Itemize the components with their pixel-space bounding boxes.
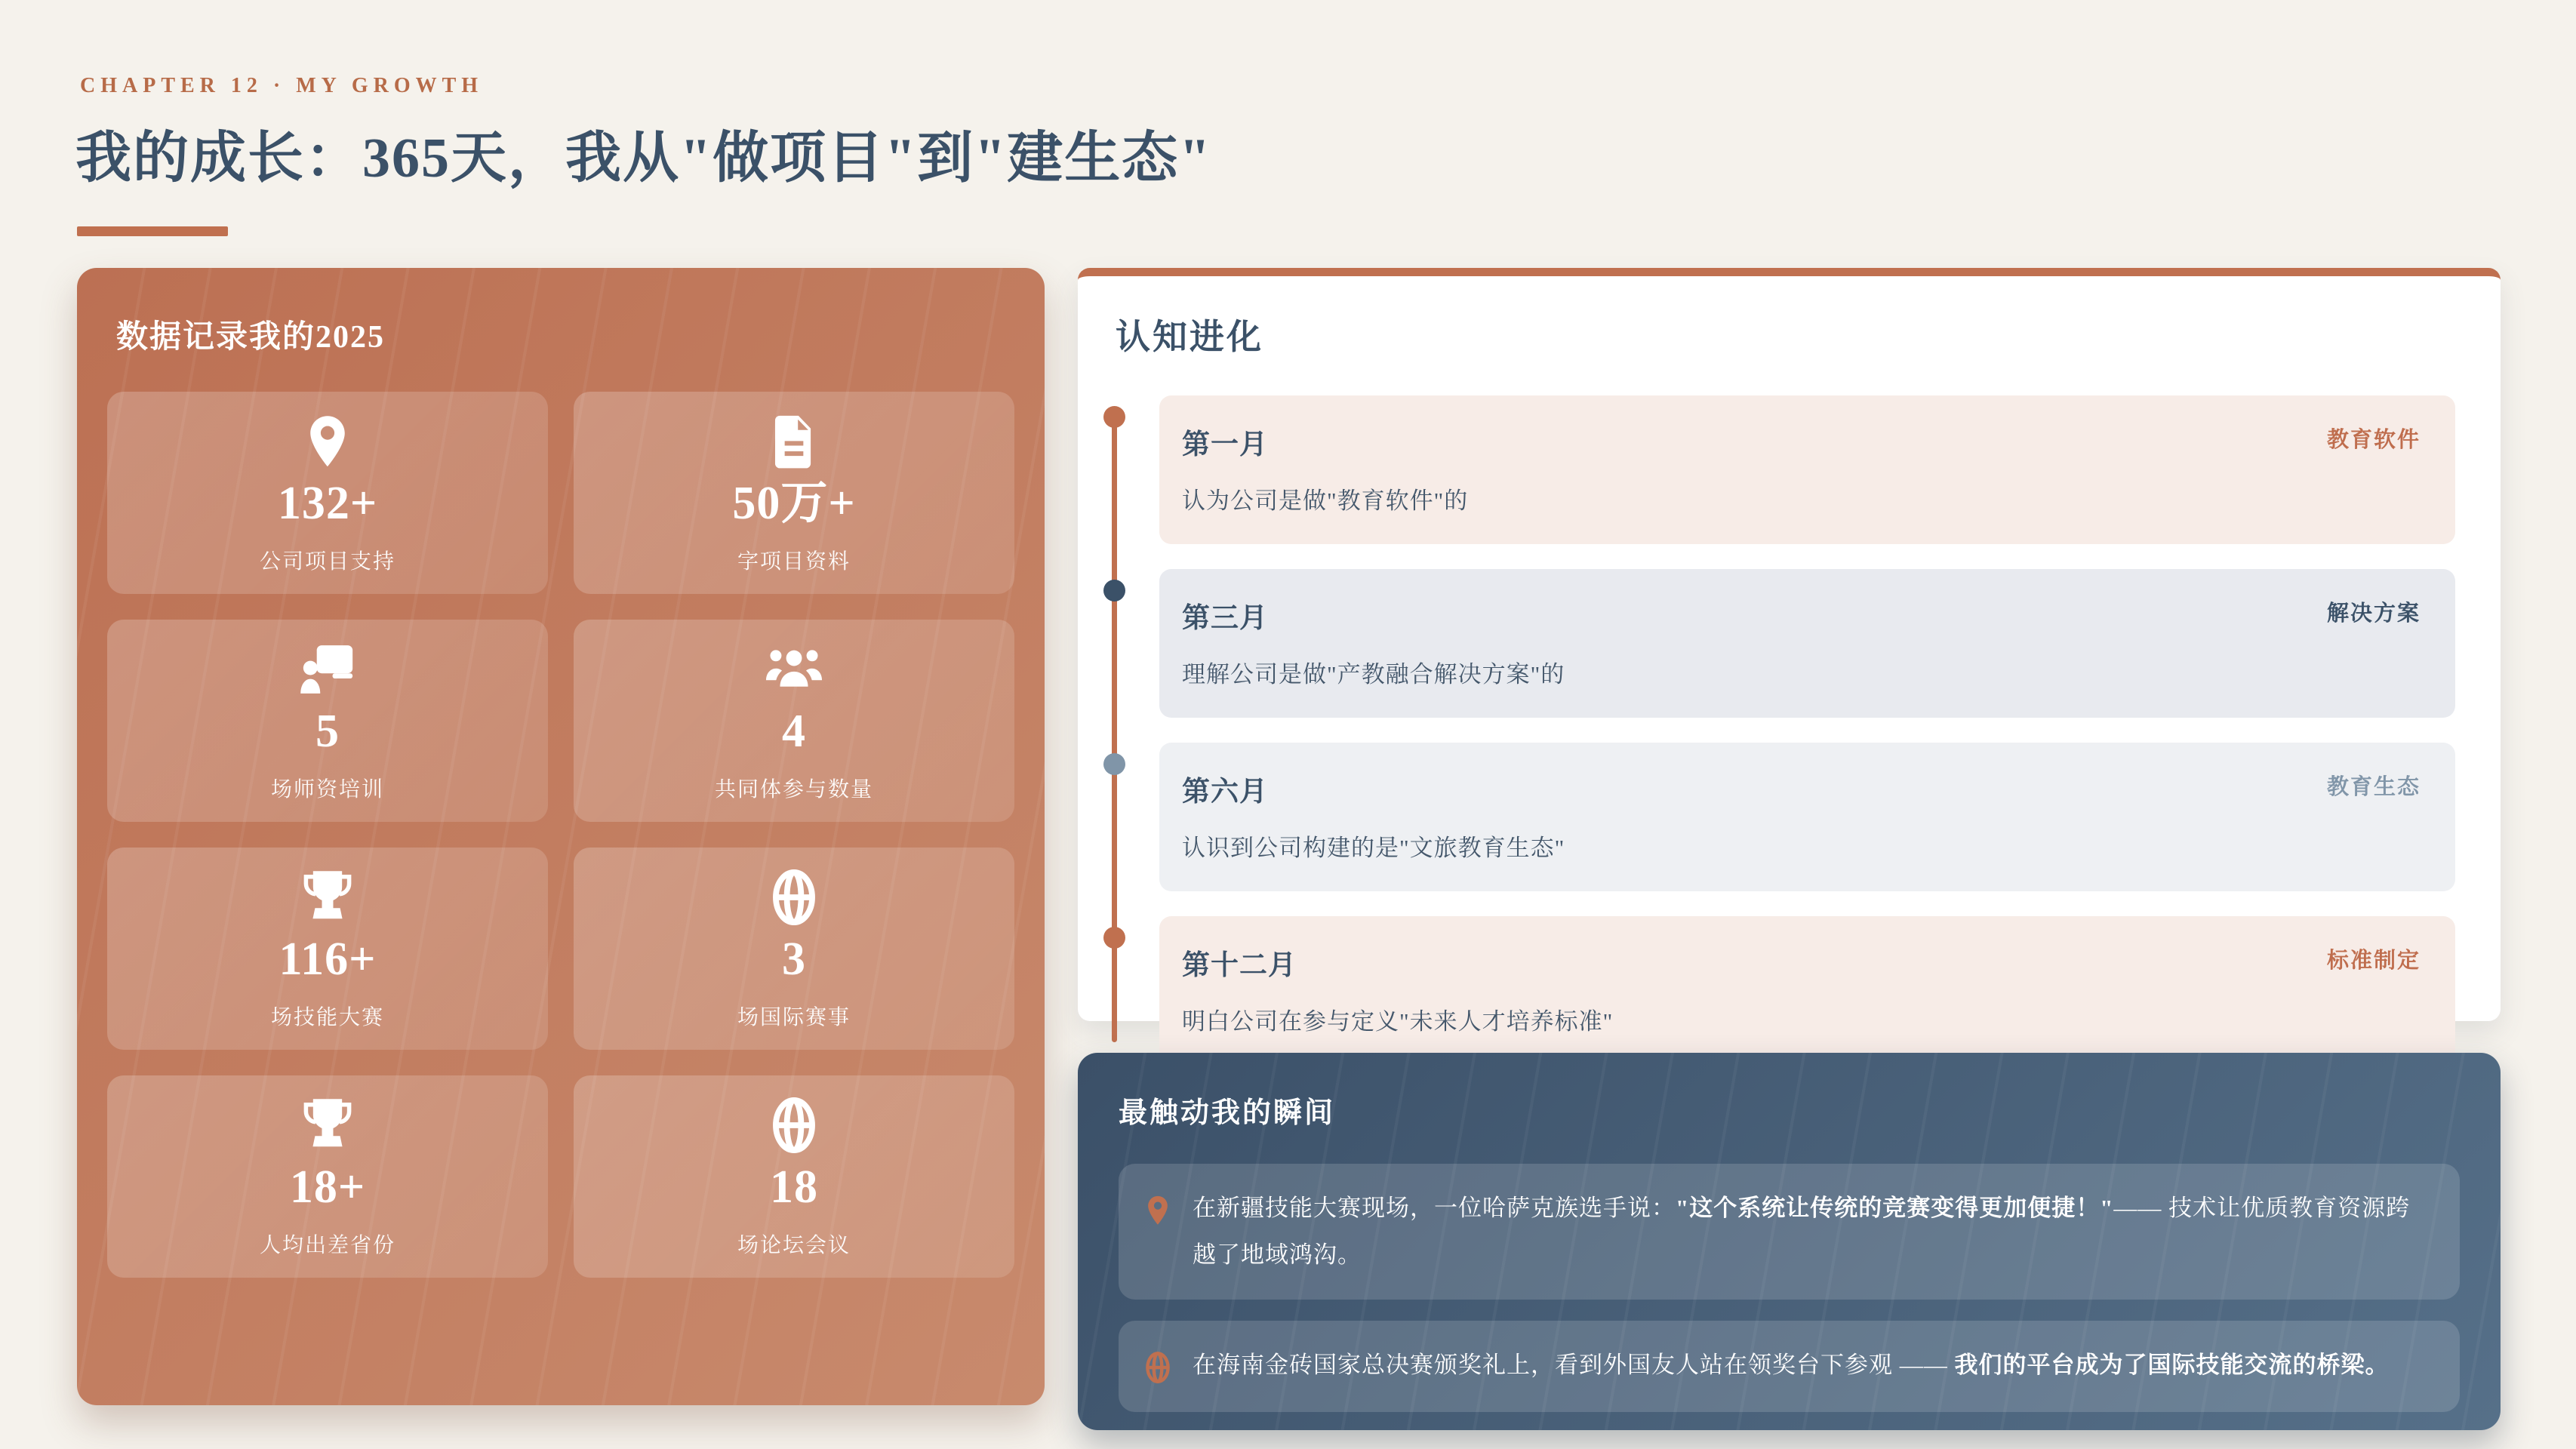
timeline-month: 第六月 — [1182, 777, 1268, 808]
stat-value: 132+ — [277, 478, 378, 529]
timeline-item-month6 — [1159, 743, 2455, 891]
stat-value: 3 — [782, 934, 806, 985]
trophy-icon — [298, 866, 357, 928]
stat-card-competitions — [107, 848, 548, 1050]
stat-value: 116+ — [279, 934, 377, 985]
timeline-month: 第十二月 — [1182, 950, 1297, 981]
group-icon — [765, 638, 823, 700]
stat-value: 18+ — [289, 1161, 366, 1213]
stat-card-communities — [574, 620, 1014, 822]
location-pin-icon — [298, 411, 357, 472]
stats-grid — [107, 392, 1014, 1278]
timeline-text: 认识到公司构建的是"文旅教育生态" — [1182, 835, 1565, 861]
timeline-dot — [1103, 753, 1125, 775]
stat-label: 公司项目支持 — [259, 550, 395, 574]
timeline-month: 第三月 — [1182, 603, 1268, 634]
timeline-item-month12 — [1159, 916, 2455, 1065]
timeline-dot — [1103, 406, 1125, 428]
stat-label: 场论坛会议 — [737, 1234, 851, 1257]
location-pin-icon — [1141, 1185, 1176, 1234]
moment-text: 在海南金砖国家总决赛颁奖礼上，看到外国友人站在领奖台下参观 —— 我们的平台成为了国际技能交流的桥梁。 — [1193, 1352, 2390, 1378]
globe-icon — [765, 866, 823, 928]
stat-label: 人均出差省份 — [259, 1234, 395, 1257]
timeline-badge: 标准制定 — [2326, 949, 2421, 973]
timeline-badge: 教育软件 — [2326, 428, 2421, 452]
stat-label: 场技能大赛 — [270, 1006, 384, 1029]
timeline-badge: 解决方案 — [2326, 601, 2421, 626]
trophy-icon — [298, 1094, 357, 1156]
moment-xinjiang — [1119, 1164, 2460, 1300]
stat-card-provinces — [107, 1075, 548, 1278]
chapter-eyebrow: CHAPTER 12 · MY GROWTH — [80, 74, 484, 97]
stat-value: 4 — [782, 706, 806, 757]
title-underline — [77, 226, 228, 236]
stats-panel — [77, 268, 1045, 1405]
timeline — [1159, 395, 2455, 1065]
timeline-badge: 教育生态 — [2326, 775, 2421, 799]
timeline-text: 认为公司是做"教育软件"的 — [1182, 488, 1469, 514]
moment-text: 在新疆技能大赛现场，一位哈萨克族选手说："这个系统让传统的竞赛变得更加便捷！"—— 技术让优质教育资源跨越了地域鸿沟。 — [1193, 1195, 2411, 1268]
stat-value: 18 — [770, 1161, 818, 1213]
stat-card-trainings — [107, 620, 548, 822]
cognition-heading: 认知进化 — [1116, 318, 1263, 356]
timeline-month: 第一月 — [1182, 429, 1268, 460]
stat-value: 5 — [315, 706, 340, 757]
stat-label: 场国际赛事 — [737, 1006, 851, 1029]
timeline-text: 明白公司在参与定义"未来人才培养标准" — [1182, 1008, 1614, 1035]
globe-icon — [1141, 1342, 1176, 1391]
timeline-item-month3 — [1159, 569, 2455, 718]
stat-card-projects — [107, 392, 548, 594]
stat-label: 场师资培训 — [270, 778, 384, 801]
stats-heading: 数据记录我的2025 — [116, 320, 386, 355]
document-icon — [765, 411, 823, 472]
stat-label: 共同体参与数量 — [714, 778, 873, 801]
moments-heading: 最触动我的瞬间 — [1119, 1097, 1336, 1129]
stat-value: 50万+ — [732, 478, 856, 529]
stat-label: 字项目资料 — [737, 550, 851, 574]
moments-panel — [1078, 1053, 2501, 1430]
stat-card-materials — [574, 392, 1014, 594]
timeline-dot — [1103, 580, 1125, 601]
stat-card-forums — [574, 1075, 1014, 1278]
timeline-text: 理解公司是做"产教融合解决方案"的 — [1182, 661, 1565, 688]
timeline-item-month1 — [1159, 395, 2455, 544]
timeline-dot — [1103, 927, 1125, 949]
page-title: 我的成长：365天，我从"做项目"到"建生态" — [75, 128, 1212, 189]
globe-icon — [765, 1094, 823, 1156]
stat-card-international-events — [574, 848, 1014, 1050]
instructor-icon — [298, 638, 357, 700]
cognition-card — [1078, 268, 2501, 1035]
moment-hainan — [1119, 1321, 2460, 1412]
